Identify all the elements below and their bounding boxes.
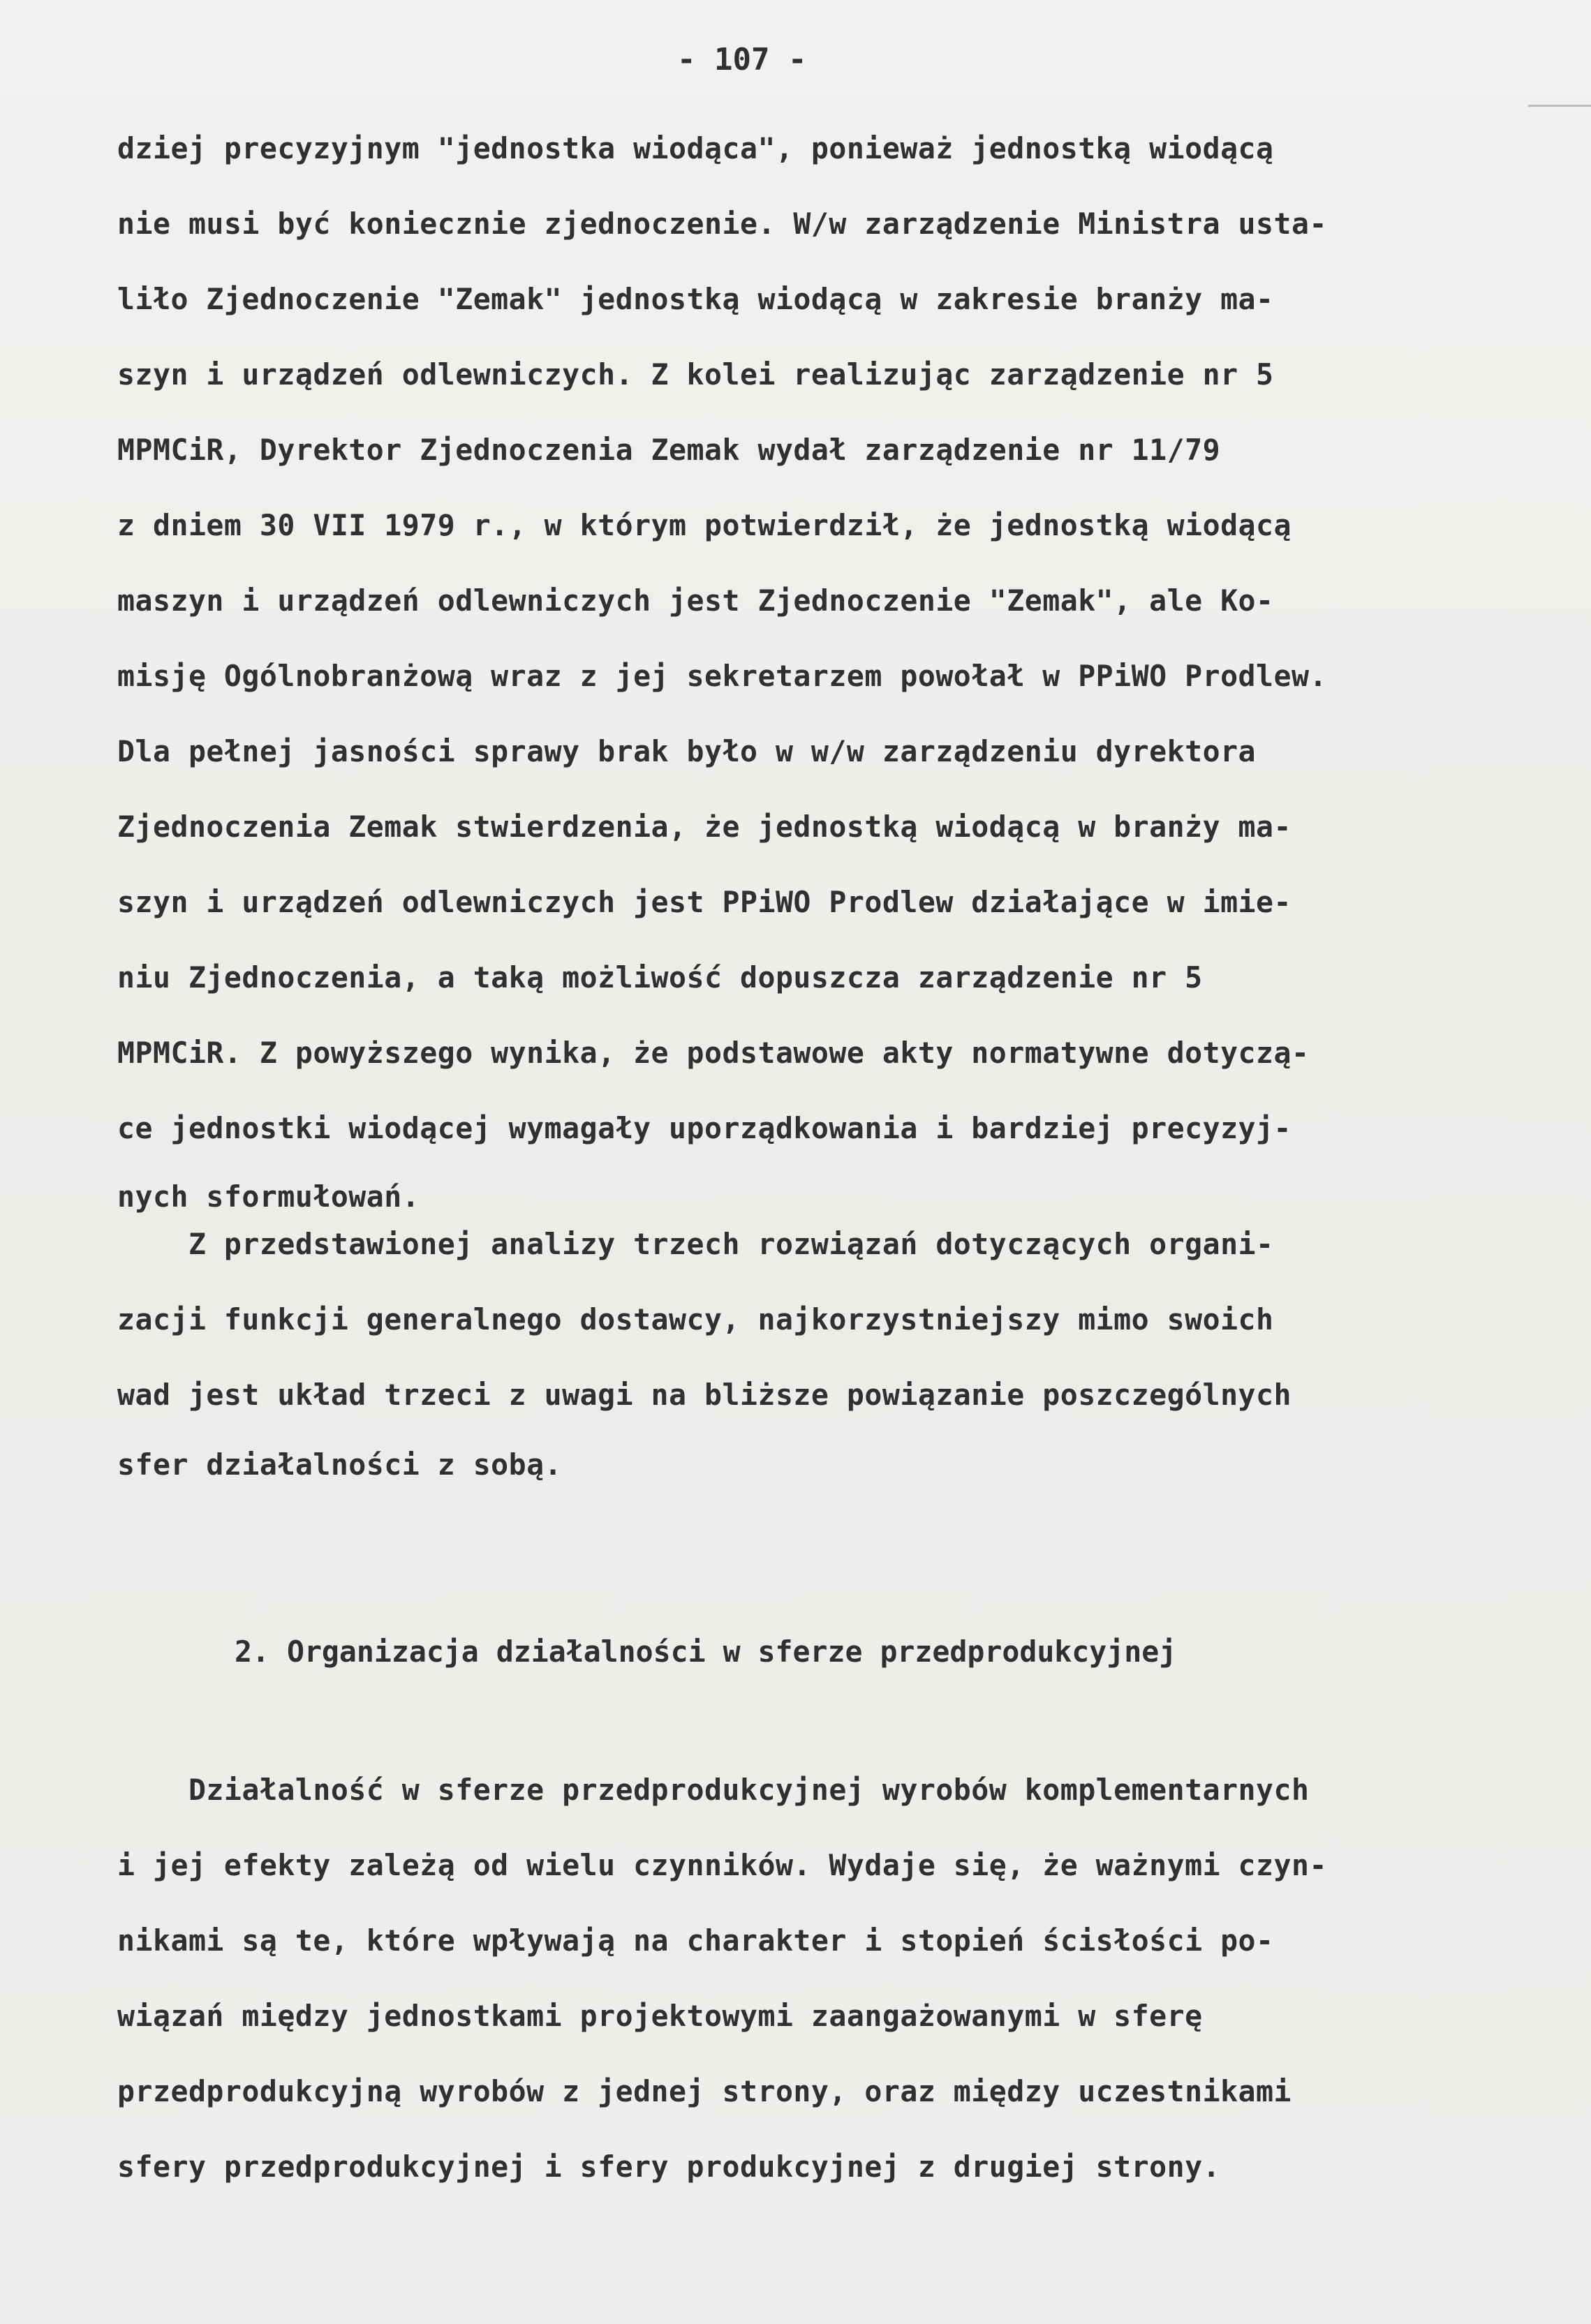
text-line: i jej efekty zależą od wielu czynników. Wydaje się, że ważnymi czyn-: [117, 1848, 1327, 1882]
text-line: z dniem 30 VII 1979 r., w którym potwierdził, że jednostką wiodącą: [117, 508, 1292, 542]
text-line: przedprodukcyjną wyrobów z jednej strony, oraz między uczestnikami: [117, 2074, 1292, 2108]
text-line: nikami są te, które wpływają na charakter i stopień ścisłości po-: [117, 1923, 1274, 1958]
text-line: wiązań między jednostkami projektowymi zaangażowanymi w sferę: [117, 1999, 1203, 2033]
text-line: sfery przedprodukcyjnej i sfery produkcyjnej z drugiej strony.: [117, 2150, 1221, 2184]
text-line: Z przedstawionej analizy trzech rozwiązań dotyczących organi-: [117, 1227, 1274, 1261]
text-line: ce jednostki wiodącej wymagały uporządkowania i bardziej precyzyj-: [117, 1111, 1292, 1145]
text-line: MPMCiR, Dyrektor Zjednoczenia Zemak wydał zarządzenie nr 11/79: [117, 433, 1221, 467]
text-line: maszyn i urządzeń odlewniczych jest Zjednoczenie "Zemak", ale Ko-: [117, 583, 1274, 618]
text-line: zacji funkcji generalnego dostawcy, najkorzystniejszy mimo swoich: [117, 1302, 1274, 1336]
text-line: Działalność w sferze przedprodukcyjnej wyrobów komplementarnych: [117, 1773, 1310, 1807]
text-line: niu Zjednoczenia, a taką możliwość dopuszcza zarządzenie nr 5: [117, 960, 1203, 995]
text-line: MPMCiR. Z powyższego wynika, że podstawowe akty normatywne dotyczą-: [117, 1036, 1310, 1070]
text-line: wad jest układ trzeci z uwagi na bliższe powiązanie poszczególnych: [117, 1378, 1292, 1412]
text-line: Zjednoczenia Zemak stwierdzenia, że jednostką wiodącą w branży ma-: [117, 810, 1292, 844]
section-heading: 2. Organizacja działalności w sferze przedprodukcyjnej: [235, 1634, 1177, 1669]
text-line: Dla pełnej jasności sprawy brak było w w/w zarządzeniu dyrektora: [117, 734, 1257, 768]
text-line: liło Zjednoczenie "Zemak" jednostką wiodącą w zakresie branży ma-: [117, 282, 1274, 316]
text-line: dziej precyzyjnym "jednostka wiodąca", ponieważ jednostką wiodącą: [117, 131, 1274, 165]
text-line: misję Ogólnobranżową wraz z jej sekretarzem powołał w PPiWO Prodlew.: [117, 659, 1327, 693]
text-line: sfer działalności z sobą.: [117, 1447, 563, 1482]
text-line: szyn i urządzeń odlewniczych jest PPiWO Prodlew działające w imie-: [117, 885, 1292, 919]
text-line: nie musi być koniecznie zjednoczenie. W/w zarządzenie Ministra usta-: [117, 207, 1327, 241]
text-line: szyn i urządzeń odlewniczych. Z kolei realizując zarządzenie nr 5: [117, 357, 1274, 392]
paper-edge-mark: [1528, 105, 1591, 107]
page-number: - 107 -: [677, 42, 807, 77]
text-line: nych sformułowań.: [117, 1179, 420, 1214]
